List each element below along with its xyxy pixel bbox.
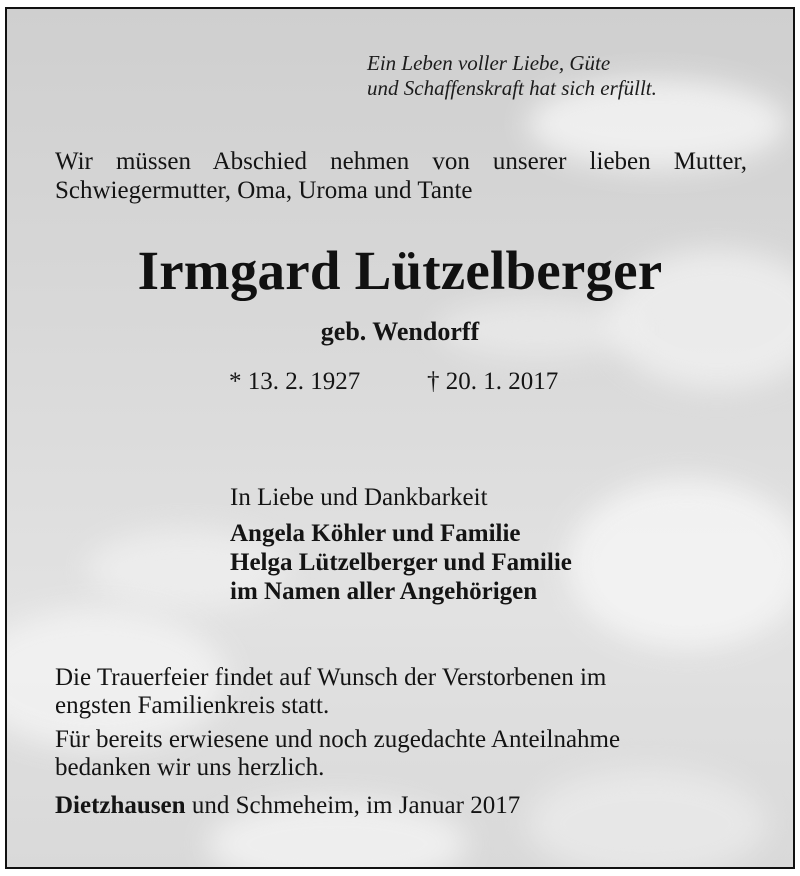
motto [367, 51, 747, 101]
obituary-content [7, 9, 793, 867]
deceased-name: Irmgard Lützelberger [137, 240, 663, 301]
notice-paragraph [55, 726, 747, 782]
mourner-name: im Namen aller Angehörigen [230, 578, 538, 605]
maiden-name: geb. Wendorff [320, 317, 480, 346]
obituary-frame [5, 7, 795, 869]
notice-paragraph [55, 664, 747, 720]
intro-line: Wir müssen Abschied nehmen von unserer lieben Mutter, [55, 148, 747, 175]
motto-line: und Schaffenskraft hat sich erfüllt. [367, 76, 657, 100]
notice-line: Die Trauerfeier findet auf Wunsch der Verstorbenen im [55, 664, 607, 691]
notice-line: bedanken wir uns herzlich. [55, 754, 325, 781]
notice-line: engsten Familienkreis statt. [55, 692, 330, 719]
notice-line: Für bereits erwiesene und noch zugedachte Anteilnahme [55, 726, 621, 753]
intro-text [55, 147, 747, 205]
place-rest: und Schmeheim, im Januar 2017 [185, 792, 521, 819]
mourner-list [230, 519, 572, 606]
life-dates [229, 367, 629, 397]
mourner-name: Helga Lützelberger und Familie [230, 549, 572, 576]
intro-line: Schwiegermutter, Oma, Uroma und Tante [55, 177, 473, 204]
gratitude-line: In Liebe und Dankbarkeit [230, 484, 488, 511]
funeral-notice [55, 664, 747, 788]
mourner-name: Angela Köhler und Familie [230, 520, 521, 547]
motto-line: Ein Leben voller Liebe, Güte [367, 51, 611, 75]
death-date: † 20. 1. 2017 [427, 368, 559, 395]
birth-date: * 13. 2. 1927 [229, 368, 361, 395]
place-name: Dietzhausen [55, 792, 186, 819]
place-date [55, 791, 520, 821]
